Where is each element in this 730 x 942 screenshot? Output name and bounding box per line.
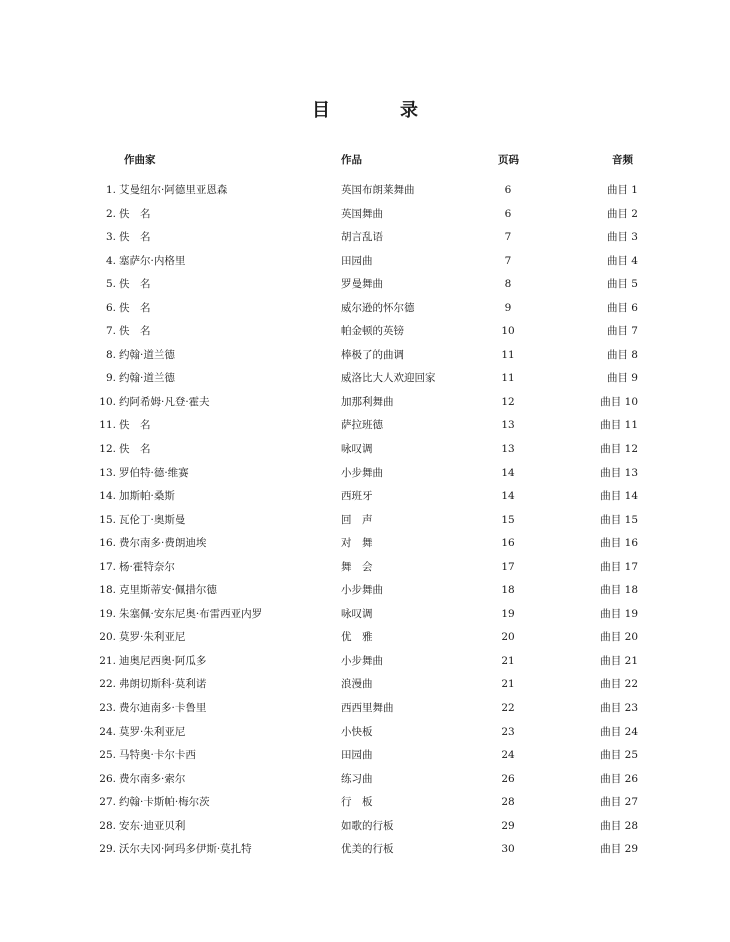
entry-track: 曲目 8 bbox=[606, 348, 638, 361]
column-headers bbox=[0, 152, 730, 168]
header-composer: 作曲家 bbox=[124, 154, 156, 166]
entry-track: 曲目 16 bbox=[600, 537, 638, 550]
entry-track: 曲目 13 bbox=[600, 466, 638, 479]
toc-entry bbox=[0, 653, 730, 677]
entry-composer: 克里斯蒂安·佩措尔德 bbox=[119, 584, 217, 597]
toc-entry bbox=[0, 253, 730, 277]
entry-number: 8. bbox=[105, 348, 116, 361]
entry-track: 曲目 20 bbox=[600, 631, 638, 644]
entry-composer: 艾曼纽尔·阿德里亚恩森 bbox=[119, 184, 228, 196]
entry-work: 优 雅 bbox=[341, 631, 373, 644]
entry-track: 曲目 25 bbox=[600, 749, 638, 762]
entry-composer: 罗伯特·德·维赛 bbox=[119, 466, 189, 479]
entry-track: 曲目 19 bbox=[600, 607, 638, 620]
entry-work: 西西里舞曲 bbox=[341, 702, 394, 715]
toc-entry bbox=[0, 535, 730, 559]
entry-composer: 佚 名 bbox=[119, 278, 151, 291]
entry-track: 曲目 27 bbox=[600, 796, 638, 809]
toc-entry bbox=[0, 794, 730, 818]
entry-page: 13 bbox=[501, 419, 515, 432]
entry-track: 曲目 14 bbox=[600, 490, 638, 503]
entry-work: 罗曼舞曲 bbox=[341, 278, 383, 291]
entry-track: 曲目 24 bbox=[600, 725, 638, 738]
entry-page: 24 bbox=[501, 749, 515, 762]
toc-list bbox=[0, 182, 730, 865]
entry-number: 23. bbox=[99, 702, 116, 715]
entry-work: 萨拉班德 bbox=[341, 419, 383, 432]
entry-work: 小步舞曲 bbox=[341, 584, 383, 597]
entry-composer: 莫罗·朱利亚尼 bbox=[119, 631, 186, 644]
entry-page: 20 bbox=[501, 631, 515, 644]
entry-track: 曲目 21 bbox=[600, 654, 638, 667]
entry-number: 21. bbox=[99, 654, 116, 667]
entry-composer: 杨·霍特奈尔 bbox=[119, 560, 175, 573]
entry-work: 威尔逊的怀尔德 bbox=[341, 301, 415, 314]
entry-track: 曲目 1 bbox=[606, 184, 638, 196]
entry-composer: 安东·迪亚贝利 bbox=[119, 819, 186, 832]
entry-page: 26 bbox=[501, 772, 515, 785]
entry-track: 曲目 9 bbox=[606, 372, 638, 385]
entry-composer: 佚 名 bbox=[119, 231, 151, 244]
header-track: 音频 bbox=[612, 154, 633, 166]
entry-track: 曲目 2 bbox=[606, 207, 638, 220]
toc-entry bbox=[0, 206, 730, 230]
toc-entry bbox=[0, 771, 730, 795]
entry-track: 曲目 18 bbox=[600, 584, 638, 597]
entry-track: 曲目 17 bbox=[600, 560, 638, 573]
entry-work: 咏叹调 bbox=[341, 443, 373, 456]
entry-number: 14. bbox=[99, 490, 116, 503]
entry-page: 30 bbox=[501, 843, 515, 856]
toc-entry bbox=[0, 606, 730, 630]
entry-page: 29 bbox=[501, 819, 515, 832]
entry-composer: 佚 名 bbox=[119, 325, 151, 338]
entry-composer: 约翰·道兰德 bbox=[119, 348, 175, 361]
toc-entry bbox=[0, 441, 730, 465]
entry-page: 14 bbox=[501, 490, 515, 503]
entry-page: 11 bbox=[501, 372, 515, 385]
toc-entry bbox=[0, 700, 730, 724]
entry-page: 19 bbox=[501, 607, 515, 620]
toc-entry bbox=[0, 841, 730, 865]
entry-composer: 瓦伦丁·奥斯曼 bbox=[119, 513, 186, 526]
entry-number: 25. bbox=[99, 749, 116, 762]
entry-number: 12. bbox=[99, 443, 116, 456]
entry-number: 16. bbox=[99, 537, 116, 550]
entry-page: 6 bbox=[504, 184, 512, 196]
entry-composer: 约翰·道兰德 bbox=[119, 372, 175, 385]
entry-track: 曲目 26 bbox=[600, 772, 638, 785]
toc-entry bbox=[0, 676, 730, 700]
entry-page: 12 bbox=[501, 395, 515, 408]
entry-track: 曲目 11 bbox=[600, 419, 638, 432]
entry-number: 19. bbox=[99, 607, 116, 620]
entry-number: 15. bbox=[99, 513, 116, 526]
entry-composer: 莫罗·朱利亚尼 bbox=[119, 725, 186, 738]
entry-page: 17 bbox=[501, 560, 515, 573]
entry-work: 田园曲 bbox=[341, 254, 373, 267]
entry-composer: 迪奥尼西奥·阿瓜多 bbox=[119, 654, 207, 667]
entry-page: 11 bbox=[501, 348, 515, 361]
toc-entry bbox=[0, 370, 730, 394]
entry-page: 21 bbox=[501, 678, 515, 691]
entry-page: 13 bbox=[501, 443, 515, 456]
entry-number: 2. bbox=[105, 207, 116, 220]
toc-entry bbox=[0, 724, 730, 748]
entry-page: 21 bbox=[501, 654, 515, 667]
entry-work: 胡言乱语 bbox=[341, 231, 383, 244]
entry-work: 英国布朗莱舞曲 bbox=[341, 184, 415, 196]
entry-composer: 加斯帕·桑斯 bbox=[119, 490, 175, 503]
toc-entry bbox=[0, 417, 730, 441]
entry-work: 棒极了的曲调 bbox=[341, 348, 404, 361]
toc-entry bbox=[0, 347, 730, 371]
entry-work: 练习曲 bbox=[341, 772, 373, 785]
entry-page: 28 bbox=[501, 796, 515, 809]
entry-composer: 朱塞佩·安东尼奥·布雷西亚内罗 bbox=[119, 607, 263, 620]
entry-track: 曲目 29 bbox=[600, 843, 638, 856]
entry-composer: 塞萨尔·内格里 bbox=[119, 254, 186, 267]
entry-page: 7 bbox=[504, 231, 512, 244]
toc-entry bbox=[0, 323, 730, 347]
entry-work: 小步舞曲 bbox=[341, 654, 383, 667]
entry-work: 优美的行板 bbox=[341, 843, 394, 856]
entry-track: 曲目 7 bbox=[606, 325, 638, 338]
entry-work: 帕金顿的英镑 bbox=[341, 325, 404, 338]
entry-composer: 沃尔夫冈·阿玛多伊斯·莫扎特 bbox=[119, 843, 252, 856]
entry-work: 如歌的行板 bbox=[341, 819, 394, 832]
entry-page: 7 bbox=[504, 254, 512, 267]
entry-work: 田园曲 bbox=[341, 749, 373, 762]
entry-page: 6 bbox=[504, 207, 512, 220]
page-title: 目 录 bbox=[312, 100, 444, 121]
entry-page: 10 bbox=[501, 325, 515, 338]
entry-track: 曲目 5 bbox=[606, 278, 638, 291]
entry-page: 18 bbox=[501, 584, 515, 597]
entry-work: 对 舞 bbox=[341, 537, 373, 550]
entry-number: 29. bbox=[99, 843, 116, 856]
entry-number: 6. bbox=[105, 301, 116, 314]
entry-number: 27. bbox=[99, 796, 116, 809]
entry-composer: 费尔迪南多·卡鲁里 bbox=[119, 702, 207, 715]
entry-work: 行 板 bbox=[341, 796, 373, 809]
entry-number: 28. bbox=[99, 819, 116, 832]
entry-page: 23 bbox=[501, 725, 515, 738]
entry-number: 22. bbox=[99, 678, 116, 691]
entry-page: 14 bbox=[501, 466, 515, 479]
entry-work: 浪漫曲 bbox=[341, 678, 373, 691]
entry-number: 1. bbox=[105, 184, 116, 196]
entry-work: 咏叹调 bbox=[341, 607, 373, 620]
entry-composer: 约阿希姆·凡登·霍夫 bbox=[119, 395, 210, 408]
entry-number: 20. bbox=[99, 631, 116, 644]
toc-entry bbox=[0, 512, 730, 536]
toc-entry bbox=[0, 465, 730, 489]
entry-composer: 费尔南多·索尔 bbox=[119, 772, 186, 785]
entry-page: 15 bbox=[501, 513, 515, 526]
toc-entry bbox=[0, 488, 730, 512]
toc-entry bbox=[0, 394, 730, 418]
entry-track: 曲目 3 bbox=[606, 231, 638, 244]
entry-page: 8 bbox=[504, 278, 512, 291]
entry-track: 曲目 12 bbox=[600, 443, 638, 456]
entry-number: 13. bbox=[99, 466, 116, 479]
entry-composer: 佚 名 bbox=[119, 443, 151, 456]
header-page: 页码 bbox=[498, 154, 519, 166]
entry-page: 22 bbox=[501, 702, 515, 715]
entry-composer: 佚 名 bbox=[119, 301, 151, 314]
toc-entry bbox=[0, 182, 730, 206]
entry-composer: 马特奥·卡尔卡西 bbox=[119, 749, 196, 762]
header-work: 作品 bbox=[341, 154, 362, 166]
entry-work: 舞 会 bbox=[341, 560, 373, 573]
entry-work: 威洛比大人欢迎回家 bbox=[341, 372, 436, 385]
entry-work: 西班牙 bbox=[341, 490, 373, 503]
toc-entry bbox=[0, 818, 730, 842]
toc-entry bbox=[0, 582, 730, 606]
entry-track: 曲目 23 bbox=[600, 702, 638, 715]
entry-number: 9. bbox=[105, 372, 116, 385]
entry-number: 17. bbox=[99, 560, 116, 573]
toc-entry bbox=[0, 747, 730, 771]
entry-number: 3. bbox=[105, 231, 116, 244]
entry-track: 曲目 6 bbox=[606, 301, 638, 314]
entry-page: 16 bbox=[501, 537, 515, 550]
toc-entry bbox=[0, 300, 730, 324]
toc-entry bbox=[0, 559, 730, 583]
entry-track: 曲目 15 bbox=[600, 513, 638, 526]
entry-track: 曲目 10 bbox=[600, 395, 638, 408]
entry-number: 7. bbox=[105, 325, 116, 338]
entry-number: 11. bbox=[99, 419, 116, 432]
entry-work: 加那利舞曲 bbox=[341, 395, 394, 408]
entry-work: 英国舞曲 bbox=[341, 207, 383, 220]
entry-composer: 费尔南多·费朗迪埃 bbox=[119, 537, 207, 550]
entry-number: 5. bbox=[105, 278, 116, 291]
entry-number: 26. bbox=[99, 772, 116, 785]
entry-number: 24. bbox=[99, 725, 116, 738]
toc-entry bbox=[0, 229, 730, 253]
entry-work: 回 声 bbox=[341, 513, 373, 526]
toc-entry bbox=[0, 276, 730, 300]
entry-composer: 约翰·卡斯帕·梅尔茨 bbox=[119, 796, 210, 809]
entry-track: 曲目 4 bbox=[606, 254, 638, 267]
entry-number: 10. bbox=[99, 395, 116, 408]
entry-track: 曲目 22 bbox=[600, 678, 638, 691]
entry-work: 小快板 bbox=[341, 725, 373, 738]
entry-track: 曲目 28 bbox=[600, 819, 638, 832]
toc-entry bbox=[0, 629, 730, 653]
entry-work: 小步舞曲 bbox=[341, 466, 383, 479]
entry-composer: 佚 名 bbox=[119, 419, 151, 432]
entry-number: 4. bbox=[105, 254, 116, 267]
entry-number: 18. bbox=[99, 584, 116, 597]
entry-composer: 佚 名 bbox=[119, 207, 151, 220]
entry-composer: 弗朗切斯科·莫利诺 bbox=[119, 678, 207, 691]
entry-page: 9 bbox=[504, 301, 512, 314]
